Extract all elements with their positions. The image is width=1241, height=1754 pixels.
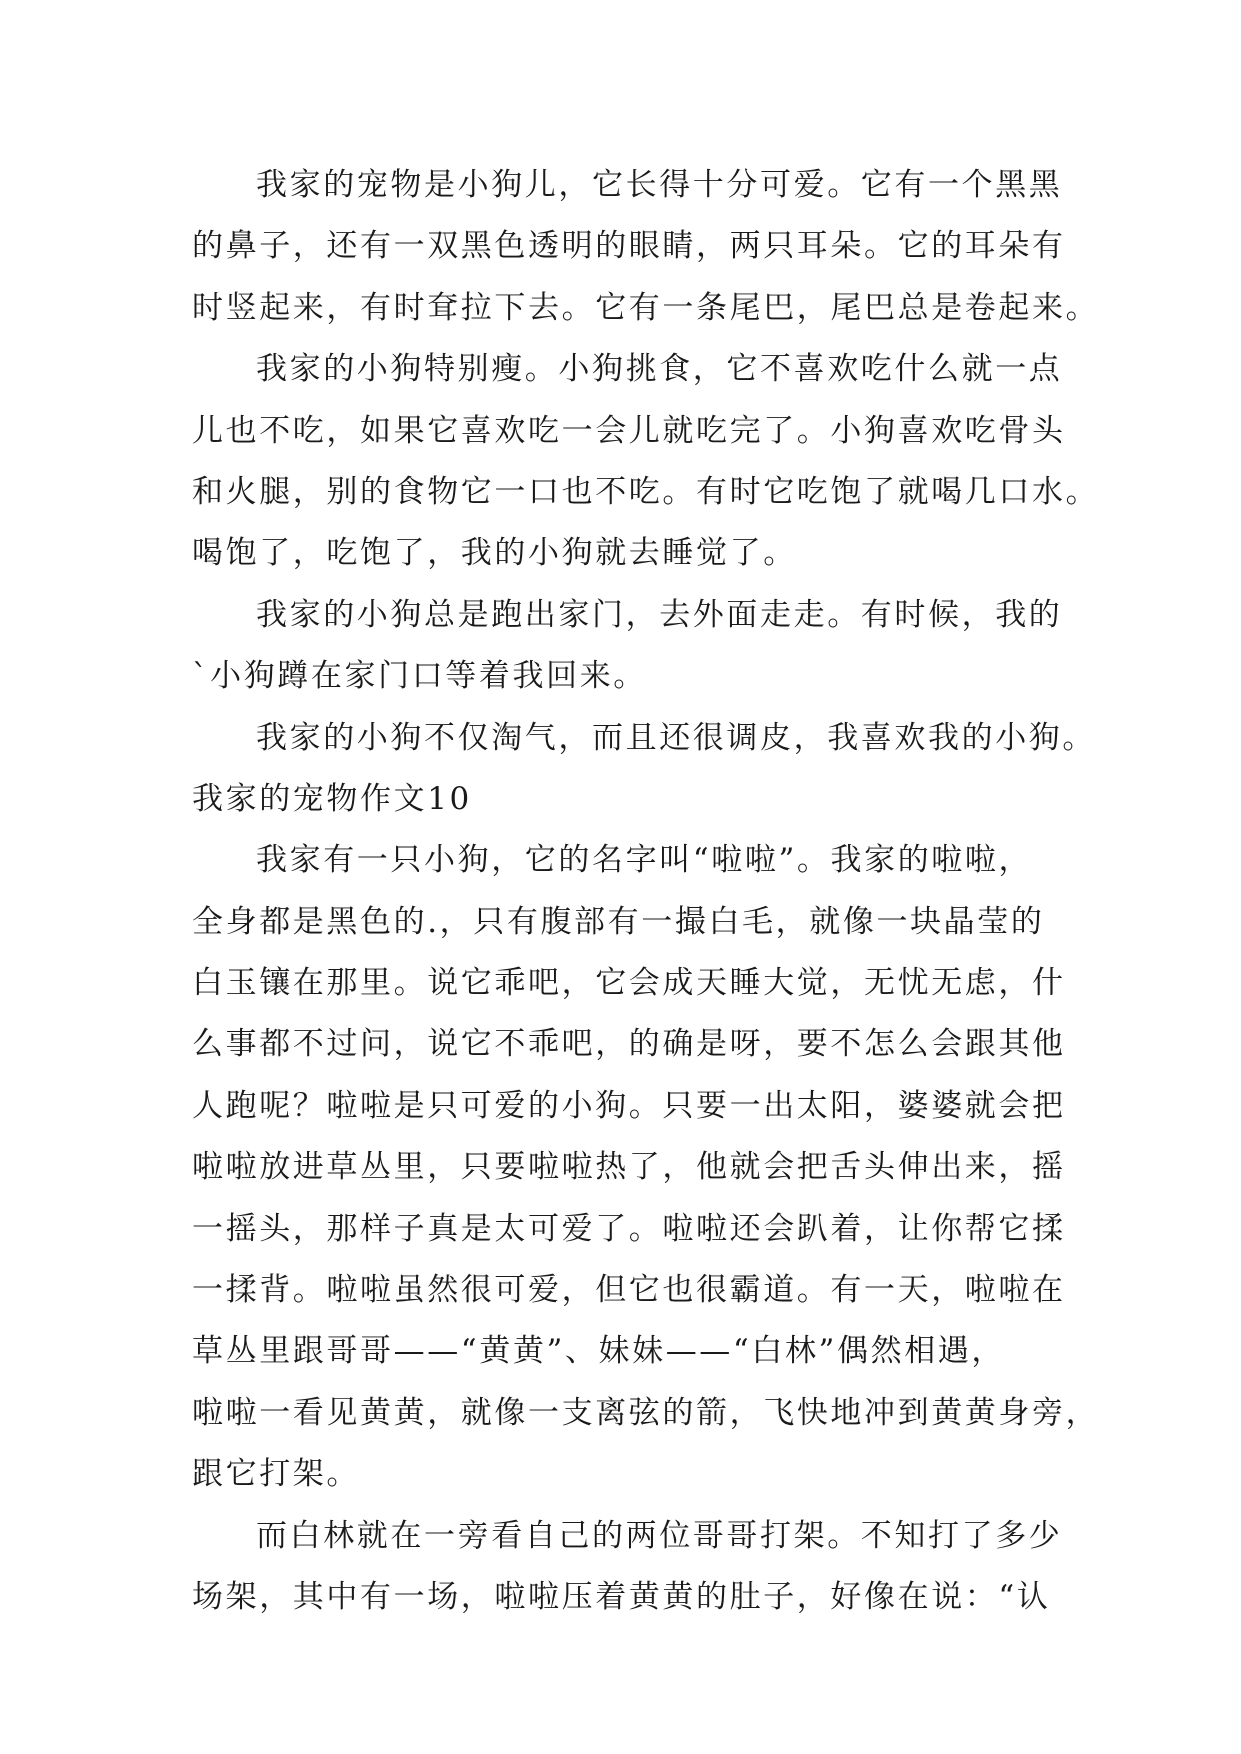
text-line: 我家有一只小狗，它的名字叫“啦啦”。我家的啦啦， (256, 842, 1033, 879)
text-line: 我家的小狗不仅淘气，而且还很调皮，我喜欢我的小狗。 (256, 719, 1096, 756)
text-line: 人跑呢？啦啦是只可爱的小狗。只要一出太阳，婆婆就会把 (192, 1087, 1066, 1124)
text-line: 场架，其中有一场，啦啦压着黄黄的肚子，好像在说：“认 (192, 1578, 1051, 1615)
text-line: 我家的宠物是小狗儿，它长得十分可爱。它有一个黑黑 (256, 167, 1063, 203)
document-body (192, 155, 1100, 1628)
text-line: 一揉背。啦啦虽然很可爱，但它也很霸道。有一天，啦啦在 (192, 1272, 1066, 1309)
text-line: 啦啦一看见黄黄，就像一支离弦的箭，飞快地冲到黄黄身旁， (192, 1394, 1100, 1431)
text-line: 一摇头，那样子真是太可爱了。啦啦还会趴着，让你帮它揉 (192, 1210, 1066, 1247)
text-line: 么事都不过问，说它不乖吧，的确是呀，要不怎么会跟其他 (192, 1026, 1066, 1063)
text-line: 白玉镶在那里。说它乖吧，它会成天睡大觉，无忧无虑，什 (192, 965, 1066, 1002)
text-line: 全身都是黑色的.，只有腹部有一撮白毛，就像一块晶莹的 (192, 903, 1045, 940)
text-line: `小狗蹲在家门口等着我回来。 (192, 658, 647, 695)
text-line: 草丛里跟哥哥——“黄黄”、妹妹——“白林”偶然相遇， (192, 1333, 1005, 1370)
text-line: 啦啦放进草丛里，只要啦啦热了，他就会把舌头伸出来，摇 (192, 1149, 1066, 1186)
text-line: 的鼻子，还有一双黑色透明的眼睛，两只耳朵。它的耳朵有 (192, 228, 1066, 265)
text-line: 时竖起来，有时耷拉下去。它有一条尾巴，尾巴总是卷起来。 (192, 289, 1100, 326)
text-line: 儿也不吃，如果它喜欢吃一会儿就吃完了。小狗喜欢吃骨头 (192, 412, 1066, 449)
text-line: 和火腿，别的食物它一口也不吃。有时它吃饱了就喝几口水。 (192, 473, 1100, 510)
text-line: 而白林就在一旁看自己的两位哥哥打架。不知打了多少 (256, 1517, 1063, 1554)
text-line: 喝饱了，吃饱了，我的小狗就去睡觉了。 (192, 535, 797, 572)
text-line: 跟它打架。 (192, 1456, 360, 1493)
text-line: 我家的小狗总是跑出家门，去外面走走。有时候，我的 (256, 596, 1063, 633)
section-heading: 我家的宠物作文10 (192, 780, 472, 817)
text-line: 我家的小狗特别瘦。小狗挑食，它不喜欢吃什么就一点 (256, 351, 1063, 388)
